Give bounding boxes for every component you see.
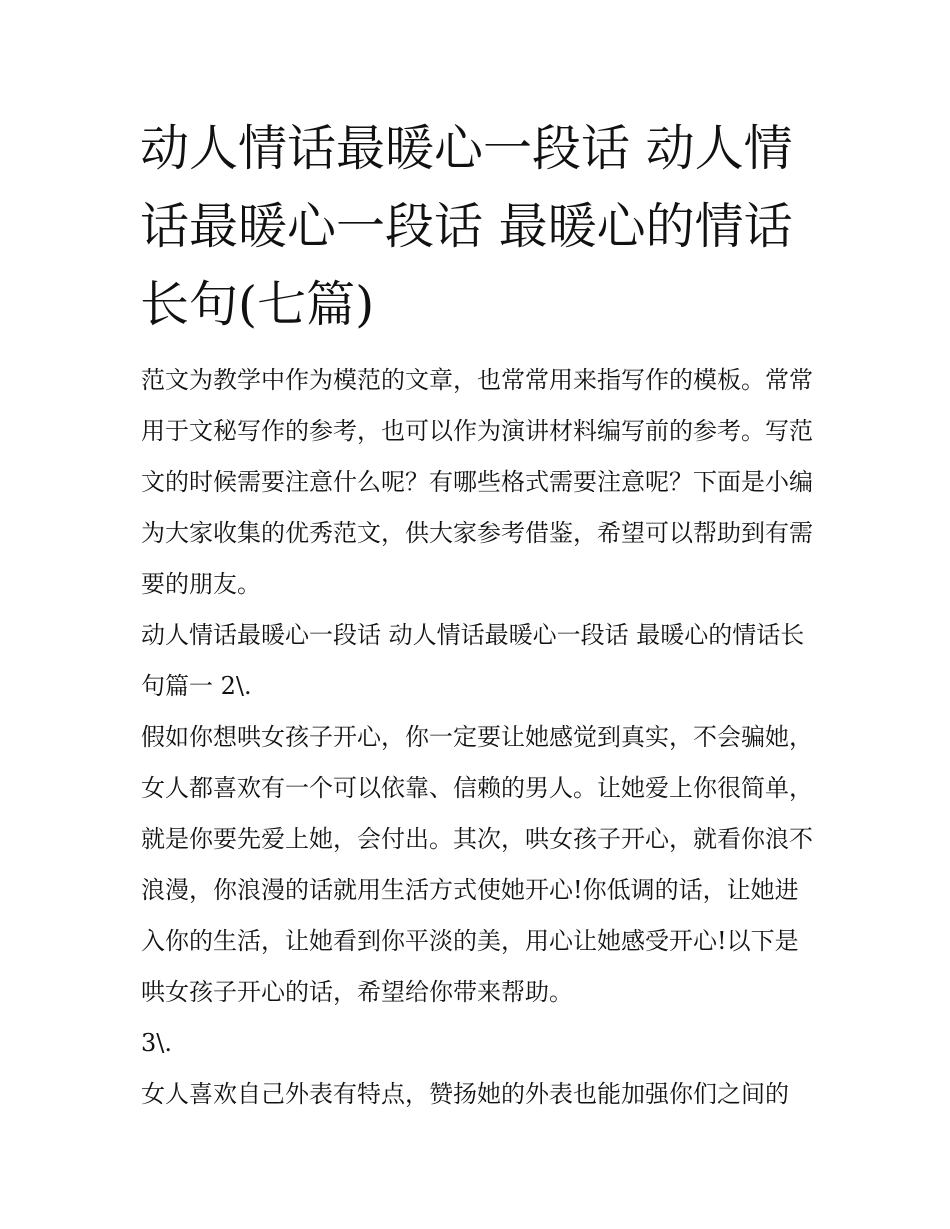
document-title: 动人情话最暖心一段话 动人情话最暖心一段话 最暖心的情话长句(七篇) xyxy=(140,120,793,333)
section-heading: 动人情话最暖心一段话 动人情话最暖心一段话 最暖心的情话长句篇一 2\. xyxy=(141,621,805,700)
document-body xyxy=(141,355,821,1120)
section-number: 3\. xyxy=(141,1029,172,1057)
intro-paragraph: 范文为教学中作为模范的文章，也常常用来指写作的模板。常常用于文秘写作的参考，也可以作为演讲材料编写前的参考。写范文的时候需要注意什么呢？有哪些格式需要注意呢？下面是小编为大家收集的优秀范文，供大家参考借鉴，希望可以帮助到有需要的朋友。 xyxy=(141,366,813,598)
body-paragraph-continued: 女人喜欢自己外表有特点，赞扬她的外表也能加强你们之间的 xyxy=(141,1080,789,1108)
body-paragraph: 假如你想哄女孩子开心，你一定要让她感觉到真实，不会骗她，女人都喜欢有一个可以依靠、信赖的男人。让她爱上你很简单，就是你要先爱上她，会付出。其次，哄女孩子开心，就看你浪不浪漫，你浪漫的话就用生活方式使她开心!你低调的话，让她进入你的生活，让她看到你平淡的美，用心让她感受开心!以下是哄女孩子开心的话，希望给你带来帮助。 xyxy=(141,723,813,1006)
